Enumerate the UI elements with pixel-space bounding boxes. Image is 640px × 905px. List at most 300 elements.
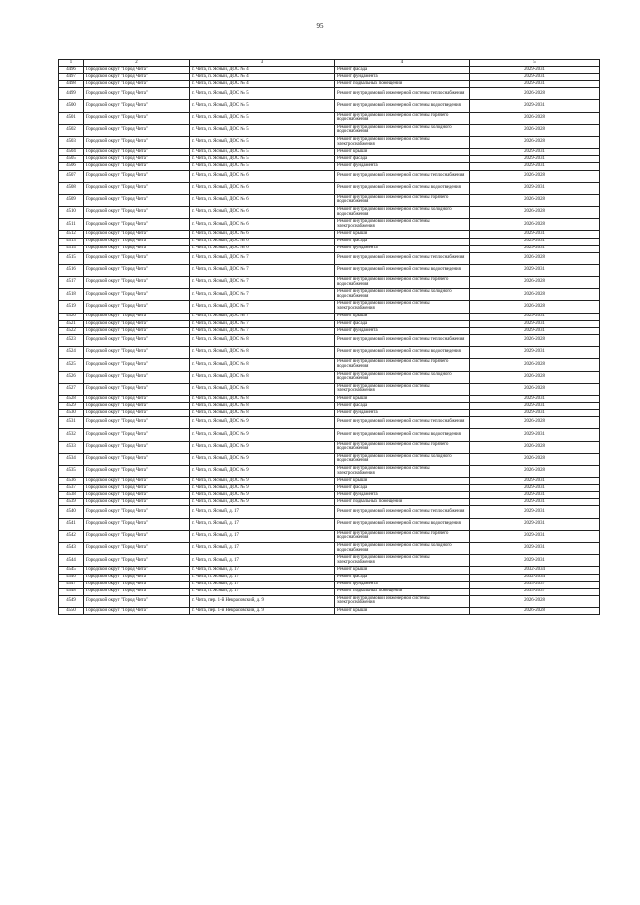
address-cell: г. Чита, п. Ясный, д. 17 bbox=[190, 555, 335, 567]
period-cell: 2029-2031 bbox=[470, 555, 600, 567]
address-cell: г. Чита, п. Ясный, ДОС № 9 bbox=[190, 453, 335, 465]
header-cell: 5 bbox=[470, 60, 600, 67]
period-cell: 2035-2037 bbox=[470, 588, 600, 595]
period-cell: 2026-2028 bbox=[470, 124, 600, 136]
municipality-cell: Городской округ "Город Чита" bbox=[84, 543, 190, 555]
period-cell: 2029-2031 bbox=[470, 530, 600, 542]
row-number-cell: 4547 bbox=[59, 581, 84, 588]
work-type-cell: Ремонт фундамента bbox=[335, 74, 470, 81]
address-cell: г. Чита, п. Ясный, ДОС № 9 bbox=[190, 429, 335, 441]
row-number-cell: 4510 bbox=[59, 207, 84, 219]
period-cell: 2026-2028 bbox=[470, 301, 600, 313]
work-type-cell: Ремонт фундамента bbox=[335, 163, 470, 170]
row-number-cell: 4543 bbox=[59, 543, 84, 555]
row-number-cell: 4500 bbox=[59, 100, 84, 112]
table-row bbox=[59, 543, 600, 555]
municipality-cell: Городской округ "Город Чита" bbox=[84, 518, 190, 530]
period-cell: 2029-2031 bbox=[470, 499, 600, 506]
address-cell: г. Чита, п. Ясный, ДОС № 5 bbox=[190, 137, 335, 149]
row-number-cell: 4550 bbox=[59, 607, 84, 614]
row-number-cell: 4509 bbox=[59, 194, 84, 206]
municipality-cell: Городской округ "Город Чита" bbox=[84, 112, 190, 124]
table-row bbox=[59, 334, 600, 346]
row-number-cell: 4546 bbox=[59, 574, 84, 581]
period-cell: 2029-2031 bbox=[470, 518, 600, 530]
work-type-cell: Ремонт подвальных помещений bbox=[335, 81, 470, 88]
address-cell: г. Чита, п. Ясный, д. 17 bbox=[190, 543, 335, 555]
municipality-cell: Городской округ "Город Чита" bbox=[84, 555, 190, 567]
period-cell: 2026-2028 bbox=[470, 465, 600, 477]
period-cell: 2029-2031 bbox=[470, 156, 600, 163]
municipality-cell: Городской округ "Город Чита" bbox=[84, 81, 190, 88]
row-number-cell: 4518 bbox=[59, 289, 84, 301]
period-cell: 2026-2028 bbox=[470, 607, 600, 614]
municipality-cell: Городской округ "Город Чита" bbox=[84, 156, 190, 163]
work-type-cell: Ремонт внутридомовой инженерной системы электроснабжения bbox=[335, 383, 470, 395]
period-cell: 2029-2031 bbox=[470, 410, 600, 417]
municipality-cell: Городской округ "Город Чита" bbox=[84, 88, 190, 100]
work-type-cell: Ремонт внутридомовой инженерной системы холодного водоснабжения bbox=[335, 453, 470, 465]
row-number-cell: 4506 bbox=[59, 163, 84, 170]
municipality-cell: Городской округ "Город Чита" bbox=[84, 588, 190, 595]
address-cell: г. Чита, п. Ясный, ДОС № 9 bbox=[190, 417, 335, 429]
address-cell: г. Чита, пер. 1-й Некрасовский, д. 9 bbox=[190, 607, 335, 614]
work-type-cell: Ремонт внутридомовой инженерной системы водоотведения bbox=[335, 518, 470, 530]
table-row bbox=[59, 207, 600, 219]
period-cell: 2029-2031 bbox=[470, 478, 600, 485]
work-type-cell: Ремонт внутридомовой инженерной системы теплоснабжения bbox=[335, 417, 470, 429]
work-type-cell: Ремонт внутридомовой инженерной системы теплоснабжения bbox=[335, 334, 470, 346]
row-number-cell: 4544 bbox=[59, 555, 84, 567]
municipality-cell: Городской округ "Город Чита" bbox=[84, 574, 190, 581]
header-row bbox=[59, 60, 600, 67]
work-type-cell: Ремонт фундамента bbox=[335, 245, 470, 252]
period-cell: 2029-2031 bbox=[470, 320, 600, 327]
work-type-cell: Ремонт внутридомовой инженерной системы водоотведения bbox=[335, 429, 470, 441]
municipality-cell: Городской округ "Город Чита" bbox=[84, 410, 190, 417]
row-number-cell: 4512 bbox=[59, 231, 84, 238]
table-row bbox=[59, 402, 600, 409]
municipality-cell: Городской округ "Город Чита" bbox=[84, 320, 190, 327]
municipality-cell: Городской округ "Город Чита" bbox=[84, 289, 190, 301]
municipality-cell: Городской округ "Город Чита" bbox=[84, 149, 190, 156]
address-cell: г. Чита, п. Ясный, ДОС № 5 bbox=[190, 112, 335, 124]
table-row bbox=[59, 417, 600, 429]
municipality-cell: Городской округ "Город Чита" bbox=[84, 492, 190, 499]
municipality-cell: Городской округ "Город Чита" bbox=[84, 219, 190, 231]
table-row bbox=[59, 194, 600, 206]
row-number-cell: 4533 bbox=[59, 441, 84, 453]
municipality-cell: Городской округ "Город Чита" bbox=[84, 530, 190, 542]
row-number-cell: 4539 bbox=[59, 499, 84, 506]
table-row bbox=[59, 518, 600, 530]
table-row bbox=[59, 238, 600, 245]
municipality-cell: Городской округ "Город Чита" bbox=[84, 478, 190, 485]
municipality-cell: Городской округ "Город Чита" bbox=[84, 207, 190, 219]
period-cell: 2032-2034 bbox=[470, 574, 600, 581]
table-row bbox=[59, 441, 600, 453]
row-number-cell: 4528 bbox=[59, 395, 84, 402]
row-number-cell: 4524 bbox=[59, 347, 84, 359]
address-cell: г. Чита, п. Ясный, ДОС № 8 bbox=[190, 334, 335, 346]
work-type-cell: Ремонт внутридомовой инженерной системы горячего водоснабжения bbox=[335, 530, 470, 542]
row-number-cell: 4505 bbox=[59, 156, 84, 163]
address-cell: г. Чита, п. Ясный, ДОС № 5 bbox=[190, 163, 335, 170]
period-cell: 2029-2031 bbox=[470, 81, 600, 88]
table-row bbox=[59, 499, 600, 506]
row-number-cell: 4526 bbox=[59, 371, 84, 383]
row-number-cell: 4515 bbox=[59, 252, 84, 264]
period-cell: 2029-2031 bbox=[470, 182, 600, 194]
address-cell: г. Чита, п. Ясный, д. 17 bbox=[190, 574, 335, 581]
header-cell: 3 bbox=[190, 60, 335, 67]
municipality-cell: Городской округ "Город Чита" bbox=[84, 395, 190, 402]
address-cell: г. Чита, п. Ясный, ДОС № 7 bbox=[190, 327, 335, 334]
table-row bbox=[59, 607, 600, 614]
work-type-cell: Ремонт внутридомовой инженерной системы водоотведения bbox=[335, 347, 470, 359]
table-row bbox=[59, 277, 600, 289]
municipality-cell: Городской округ "Город Чита" bbox=[84, 124, 190, 136]
municipality-cell: Городской округ "Город Чита" bbox=[84, 506, 190, 518]
address-cell: г. Чита, п. Ясный, ДОС № 7 bbox=[190, 277, 335, 289]
row-number-cell: 4536 bbox=[59, 478, 84, 485]
period-cell: 2029-2031 bbox=[470, 485, 600, 492]
address-cell: г. Чита, п. Ясный, ДОС № 6 bbox=[190, 245, 335, 252]
work-type-cell: Ремонт крыши bbox=[335, 313, 470, 320]
row-number-cell: 4545 bbox=[59, 567, 84, 574]
address-cell: г. Чита, п. Ясный, ДОС № 4 bbox=[190, 74, 335, 81]
table-row bbox=[59, 359, 600, 371]
address-cell: г. Чита, п. Ясный, ДОС № 8 bbox=[190, 395, 335, 402]
table-row bbox=[59, 395, 600, 402]
municipality-cell: Городской округ "Город Чита" bbox=[84, 252, 190, 264]
work-type-cell: Ремонт внутридомовой инженерной системы горячего водоснабжения bbox=[335, 277, 470, 289]
work-type-cell: Ремонт подвальных помещений bbox=[335, 499, 470, 506]
period-cell: 2026-2028 bbox=[470, 277, 600, 289]
work-type-cell: Ремонт внутридомовой инженерной системы водоотведения bbox=[335, 100, 470, 112]
municipality-cell: Городской округ "Город Чита" bbox=[84, 383, 190, 395]
work-type-cell: Ремонт внутридомовой инженерной системы водоотведения bbox=[335, 182, 470, 194]
table-row bbox=[59, 100, 600, 112]
period-cell: 2029-2031 bbox=[470, 506, 600, 518]
address-cell: г. Чита, п. Ясный, ДОС № 5 bbox=[190, 156, 335, 163]
address-cell: г. Чита, п. Ясный, ДОС № 6 bbox=[190, 207, 335, 219]
work-type-cell: Ремонт крыши bbox=[335, 231, 470, 238]
address-cell: г. Чита, п. Ясный, ДОС № 9 bbox=[190, 492, 335, 499]
address-cell: г. Чита, п. Ясный, ДОС № 7 bbox=[190, 252, 335, 264]
period-cell: 2029-2031 bbox=[470, 402, 600, 409]
row-number-cell: 4503 bbox=[59, 137, 84, 149]
work-type-cell: Ремонт крыши bbox=[335, 567, 470, 574]
municipality-cell: Городской округ "Город Чита" bbox=[84, 194, 190, 206]
municipality-cell: Городской округ "Город Чита" bbox=[84, 441, 190, 453]
work-type-cell: Ремонт внутридомовой инженерной системы электроснабжения bbox=[335, 219, 470, 231]
period-cell: 2026-2028 bbox=[470, 383, 600, 395]
table-row bbox=[59, 465, 600, 477]
table-row bbox=[59, 492, 600, 499]
row-number-cell: 4529 bbox=[59, 402, 84, 409]
table-row bbox=[59, 231, 600, 238]
address-cell: г. Чита, п. Ясный, ДОС № 8 bbox=[190, 371, 335, 383]
period-cell: 2026-2028 bbox=[470, 441, 600, 453]
period-cell: 2029-2031 bbox=[470, 163, 600, 170]
work-type-cell: Ремонт фундамента bbox=[335, 492, 470, 499]
table-row bbox=[59, 506, 600, 518]
period-cell: 2026-2028 bbox=[470, 417, 600, 429]
work-type-cell: Ремонт крыши bbox=[335, 395, 470, 402]
work-type-cell: Ремонт внутридомовой инженерной системы теплоснабжения bbox=[335, 170, 470, 182]
period-cell: 2029-2031 bbox=[470, 492, 600, 499]
row-number-cell: 4499 bbox=[59, 88, 84, 100]
address-cell: г. Чита, п. Ясный, ДОС № 9 bbox=[190, 465, 335, 477]
period-cell: 2035-2037 bbox=[470, 581, 600, 588]
table-row bbox=[59, 301, 600, 313]
period-cell: 2026-2028 bbox=[470, 170, 600, 182]
work-type-cell: Ремонт фундамента bbox=[335, 327, 470, 334]
work-type-cell: Ремонт внутридомовой инженерной системы холодного водоснабжения bbox=[335, 543, 470, 555]
header-cell: 1 bbox=[59, 60, 84, 67]
address-cell: г. Чита, п. Ясный, ДОС № 6 bbox=[190, 170, 335, 182]
row-number-cell: 4522 bbox=[59, 327, 84, 334]
row-number-cell: 4508 bbox=[59, 182, 84, 194]
address-cell: г. Чита, п. Ясный, ДОС № 5 bbox=[190, 100, 335, 112]
municipality-cell: Городской округ "Город Чита" bbox=[84, 359, 190, 371]
municipality-cell: Городской округ "Город Чита" bbox=[84, 264, 190, 276]
municipality-cell: Городской округ "Город Чита" bbox=[84, 485, 190, 492]
period-cell: 2032-2034 bbox=[470, 567, 600, 574]
row-number-cell: 4537 bbox=[59, 485, 84, 492]
municipality-cell: Городской округ "Город Чита" bbox=[84, 182, 190, 194]
work-type-cell: Ремонт внутридомовой инженерной системы горячего водоснабжения bbox=[335, 359, 470, 371]
period-cell: 2026-2028 bbox=[470, 88, 600, 100]
municipality-cell: Городской округ "Город Чита" bbox=[84, 231, 190, 238]
row-number-cell: 4516 bbox=[59, 264, 84, 276]
work-type-cell: Ремонт внутридомовой инженерной системы электроснабжения bbox=[335, 137, 470, 149]
period-cell: 2026-2028 bbox=[470, 595, 600, 607]
municipality-cell: Городской округ "Город Чита" bbox=[84, 301, 190, 313]
municipality-cell: Городской округ "Город Чита" bbox=[84, 100, 190, 112]
municipality-cell: Городской округ "Город Чита" bbox=[84, 465, 190, 477]
period-cell: 2026-2028 bbox=[470, 371, 600, 383]
work-type-cell: Ремонт внутридомовой инженерной системы электроснабжения bbox=[335, 555, 470, 567]
municipality-cell: Городской округ "Город Чита" bbox=[84, 499, 190, 506]
row-number-cell: 4530 bbox=[59, 410, 84, 417]
municipality-cell: Городской округ "Город Чита" bbox=[84, 334, 190, 346]
table-row bbox=[59, 245, 600, 252]
work-type-cell: Ремонт внутридомовой инженерной системы электроснабжения bbox=[335, 301, 470, 313]
address-cell: г. Чита, п. Ясный, ДОС № 9 bbox=[190, 478, 335, 485]
row-number-cell: 4507 bbox=[59, 170, 84, 182]
header-cell: 4 bbox=[335, 60, 470, 67]
row-number-cell: 4497 bbox=[59, 74, 84, 81]
table-row bbox=[59, 320, 600, 327]
address-cell: г. Чита, п. Ясный, ДОС № 7 bbox=[190, 264, 335, 276]
municipality-cell: Городской округ "Город Чита" bbox=[84, 313, 190, 320]
period-cell: 2029-2031 bbox=[470, 327, 600, 334]
row-number-cell: 4527 bbox=[59, 383, 84, 395]
table-row bbox=[59, 264, 600, 276]
municipality-cell: Городской округ "Город Чита" bbox=[84, 163, 190, 170]
table-row bbox=[59, 149, 600, 156]
work-type-cell: Ремонт фундамента bbox=[335, 410, 470, 417]
municipality-cell: Городской округ "Город Чита" bbox=[84, 347, 190, 359]
table-row bbox=[59, 170, 600, 182]
address-cell: г. Чита, п. Ясный, ДОС № 8 bbox=[190, 402, 335, 409]
municipality-cell: Городской округ "Город Чита" bbox=[84, 371, 190, 383]
municipality-cell: Городской округ "Город Чита" bbox=[84, 245, 190, 252]
address-cell: г. Чита, п. Ясный, ДОС № 6 bbox=[190, 219, 335, 231]
address-cell: г. Чита, п. Ясный, ДОС № 9 bbox=[190, 441, 335, 453]
row-number-cell: 4525 bbox=[59, 359, 84, 371]
period-cell: 2029-2031 bbox=[470, 100, 600, 112]
address-cell: г. Чита, п. Ясный, ДОС № 6 bbox=[190, 231, 335, 238]
table-row bbox=[59, 595, 600, 607]
address-cell: г. Чита, п. Ясный, д. 17 bbox=[190, 581, 335, 588]
municipality-cell: Городской округ "Город Чита" bbox=[84, 277, 190, 289]
period-cell: 2029-2031 bbox=[470, 67, 600, 74]
address-cell: г. Чита, пер. 1-й Некрасовский, д. 9 bbox=[190, 595, 335, 607]
municipality-cell: Городской округ "Город Чита" bbox=[84, 429, 190, 441]
municipality-cell: Городской округ "Город Чита" bbox=[84, 238, 190, 245]
municipality-cell: Городской округ "Город Чита" bbox=[84, 137, 190, 149]
period-cell: 2029-2031 bbox=[470, 238, 600, 245]
row-number-cell: 4535 bbox=[59, 465, 84, 477]
address-cell: г. Чита, п. Ясный, д. 17 bbox=[190, 567, 335, 574]
municipality-cell: Городской округ "Город Чита" bbox=[84, 607, 190, 614]
period-cell: 2029-2031 bbox=[470, 231, 600, 238]
municipality-cell: Городской округ "Город Чита" bbox=[84, 417, 190, 429]
table-row bbox=[59, 347, 600, 359]
row-number-cell: 4496 bbox=[59, 67, 84, 74]
table-row bbox=[59, 429, 600, 441]
table-row bbox=[59, 112, 600, 124]
work-type-cell: Ремонт внутридомовой инженерной системы горячего водоснабжения bbox=[335, 194, 470, 206]
row-number-cell: 4513 bbox=[59, 238, 84, 245]
period-cell: 2026-2028 bbox=[470, 219, 600, 231]
work-type-cell: Ремонт внутридомовой инженерной системы теплоснабжения bbox=[335, 252, 470, 264]
table-row bbox=[59, 88, 600, 100]
address-cell: г. Чита, п. Ясный, ДОС № 6 bbox=[190, 238, 335, 245]
period-cell: 2026-2028 bbox=[470, 207, 600, 219]
work-type-cell: Ремонт фасада bbox=[335, 574, 470, 581]
period-cell: 2029-2031 bbox=[470, 149, 600, 156]
row-number-cell: 4514 bbox=[59, 245, 84, 252]
header-cell: 2 bbox=[84, 60, 190, 67]
work-type-cell: Ремонт подвальных помещений bbox=[335, 588, 470, 595]
address-cell: г. Чита, п. Ясный, ДОС № 8 bbox=[190, 410, 335, 417]
address-cell: г. Чита, п. Ясный, ДОС № 5 bbox=[190, 124, 335, 136]
work-type-cell: Ремонт внутридомовой инженерной системы холодного водоснабжения bbox=[335, 207, 470, 219]
row-number-cell: 4549 bbox=[59, 595, 84, 607]
work-type-cell: Ремонт крыши bbox=[335, 478, 470, 485]
work-type-cell: Ремонт фасада bbox=[335, 402, 470, 409]
work-type-cell: Ремонт внутридомовой инженерной системы горячего водоснабжения bbox=[335, 441, 470, 453]
address-cell: г. Чита, п. Ясный, ДОС № 7 bbox=[190, 301, 335, 313]
municipality-cell: Городской округ "Город Чита" bbox=[84, 595, 190, 607]
period-cell: 2029-2031 bbox=[470, 264, 600, 276]
table-row bbox=[59, 485, 600, 492]
address-cell: г. Чита, п. Ясный, ДОС № 7 bbox=[190, 313, 335, 320]
work-type-cell: Ремонт внутридомовой инженерной системы теплоснабжения bbox=[335, 88, 470, 100]
row-number-cell: 4531 bbox=[59, 417, 84, 429]
row-number-cell: 4523 bbox=[59, 334, 84, 346]
period-cell: 2026-2028 bbox=[470, 453, 600, 465]
address-cell: г. Чита, п. Ясный, ДОС № 5 bbox=[190, 149, 335, 156]
row-number-cell: 4542 bbox=[59, 530, 84, 542]
address-cell: г. Чита, п. Ясный, д. 17 bbox=[190, 518, 335, 530]
table-row bbox=[59, 156, 600, 163]
work-type-cell: Ремонт фасада bbox=[335, 485, 470, 492]
work-type-cell: Ремонт внутридомовой инженерной системы холодного водоснабжения bbox=[335, 124, 470, 136]
row-number-cell: 4498 bbox=[59, 81, 84, 88]
period-cell: 2029-2031 bbox=[470, 347, 600, 359]
work-type-cell: Ремонт фасада bbox=[335, 67, 470, 74]
table-row bbox=[59, 555, 600, 567]
repair-schedule-table bbox=[58, 59, 600, 615]
table-row bbox=[59, 410, 600, 417]
page-number: 95 bbox=[316, 22, 324, 30]
work-type-cell: Ремонт фасада bbox=[335, 238, 470, 245]
table-row bbox=[59, 383, 600, 395]
table-row bbox=[59, 163, 600, 170]
period-cell: 2026-2028 bbox=[470, 334, 600, 346]
address-cell: г. Чита, п. Ясный, ДОС № 8 bbox=[190, 383, 335, 395]
table-row bbox=[59, 327, 600, 334]
municipality-cell: Городской округ "Город Чита" bbox=[84, 170, 190, 182]
row-number-cell: 4502 bbox=[59, 124, 84, 136]
table-row bbox=[59, 453, 600, 465]
row-number-cell: 4501 bbox=[59, 112, 84, 124]
municipality-cell: Городской округ "Город Чита" bbox=[84, 74, 190, 81]
row-number-cell: 4534 bbox=[59, 453, 84, 465]
address-cell: г. Чита, п. Ясный, ДОС № 4 bbox=[190, 67, 335, 74]
table-row bbox=[59, 574, 600, 581]
work-type-cell: Ремонт крыши bbox=[335, 149, 470, 156]
period-cell: 2026-2028 bbox=[470, 194, 600, 206]
table-row bbox=[59, 137, 600, 149]
address-cell: г. Чита, п. Ясный, д. 17 bbox=[190, 588, 335, 595]
table-row bbox=[59, 478, 600, 485]
row-number-cell: 4538 bbox=[59, 492, 84, 499]
work-type-cell: Ремонт фасада bbox=[335, 156, 470, 163]
work-type-cell: Ремонт внутридомовой инженерной системы холодного водоснабжения bbox=[335, 371, 470, 383]
row-number-cell: 4517 bbox=[59, 277, 84, 289]
period-cell: 2029-2031 bbox=[470, 245, 600, 252]
work-type-cell: Ремонт внутридомовой инженерной системы водоотведения bbox=[335, 264, 470, 276]
row-number-cell: 4541 bbox=[59, 518, 84, 530]
address-cell: г. Чита, п. Ясный, ДОС № 6 bbox=[190, 182, 335, 194]
table-row bbox=[59, 588, 600, 595]
address-cell: г. Чита, п. Ясный, д. 17 bbox=[190, 530, 335, 542]
municipality-cell: Городской округ "Город Чита" bbox=[84, 402, 190, 409]
row-number-cell: 4532 bbox=[59, 429, 84, 441]
address-cell: г. Чита, п. Ясный, ДОС № 7 bbox=[190, 320, 335, 327]
table-row bbox=[59, 219, 600, 231]
address-cell: г. Чита, п. Ясный, ДОС № 9 bbox=[190, 499, 335, 506]
table-row bbox=[59, 74, 600, 81]
period-cell: 2026-2028 bbox=[470, 359, 600, 371]
table-row bbox=[59, 371, 600, 383]
row-number-cell: 4520 bbox=[59, 313, 84, 320]
work-type-cell: Ремонт фасада bbox=[335, 320, 470, 327]
work-type-cell: Ремонт внутридомовой инженерной системы теплоснабжения bbox=[335, 506, 470, 518]
municipality-cell: Городской округ "Город Чита" bbox=[84, 327, 190, 334]
table-row bbox=[59, 124, 600, 136]
table-row bbox=[59, 182, 600, 194]
address-cell: г. Чита, п. Ясный, ДОС № 6 bbox=[190, 194, 335, 206]
period-cell: 2029-2031 bbox=[470, 429, 600, 441]
table-row bbox=[59, 581, 600, 588]
